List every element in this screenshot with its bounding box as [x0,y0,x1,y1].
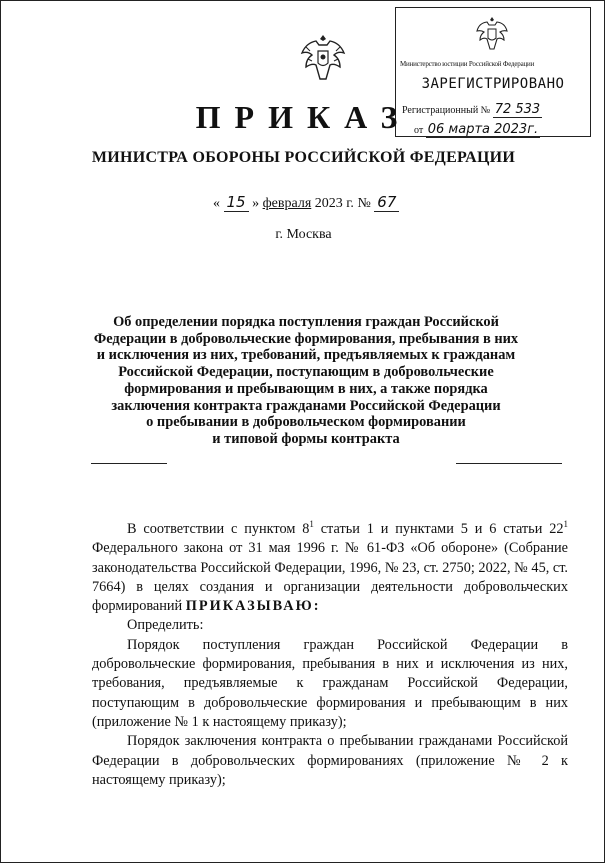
order-body [92,520,568,790]
document-title: ПРИКАЗ [195,99,412,135]
heading-line: и исключения из них, требований, предъявляемых к гражданам [96,347,516,364]
order-number: 67 [374,193,399,212]
heading-rule-right [456,463,562,464]
coat-of-arms-emblem [298,29,348,87]
heading-line: Об определении порядка поступления граждан Российской [113,314,499,330]
body-paragraph-item-2: Порядок заключения контракта о пребывании гражданами Российской Федерации в добровольческих формированиях (приложение № 2 к настоящему приказу); [92,733,568,788]
heading-line: и типовой формы контракта [212,430,400,447]
stamp-emblem-icon [474,14,510,54]
stamp-ministry-line: Министерство юстиции Российской Федерации [400,60,535,68]
stamp-status: ЗАРЕГИСТРИРОВАНО [421,76,565,92]
stamp-date: 06 марта 2023г. [427,122,539,137]
order-month: февраля [262,196,312,211]
stamp-reg-number-line: Регистрационный № 72 533 [402,102,541,117]
order-heading [81,314,531,448]
heading-line: Федерации в добровольческие формирования, пребывания в них [93,330,519,347]
body-paragraph-item-1: Порядок поступления граждан Российской Федерации в добровольческие формирования, пребывания в них и исключения из них, требования, предъявляемые к гражданам Российской Федерации, поступающим в добровольческие формирования и пребывающим в них (приложение № 1 к настоящему приказу); [92,636,568,730]
stamp-reg-number: 72 533 [494,102,541,117]
order-date-line: « 15 » февраля 2023 г. № 67 [213,193,399,212]
heading-line: Российской Федерации, поступающим в добровольческие [118,364,494,381]
body-paragraph-determine: Определить: [127,617,204,634]
document-subtitle: МИНИСТРА ОБОРОНЫ РОССИЙСКОЙ ФЕДЕРАЦИИ [91,149,516,166]
order-verb: ПРИКАЗЫВАЮ: [185,598,321,615]
heading-line: формирования и пребывающим в них, а также порядка [124,380,488,397]
heading-rule-left [91,463,167,464]
stamp-date-line: от 06 марта 2023г. [414,122,539,137]
heading-line: заключения контракта гражданами Российской Федерации [111,397,501,414]
order-year: 2023 г. [314,196,354,211]
order-day: 15 [224,193,249,212]
body-paragraph-preamble: В соответствии с пунктом $8^1$ статьи 1 и пунктами 5 и 6 статьи $22^1$ Федерального закона от 31 мая 1996 г. № 61-ФЗ «Об обороне» (Собрание законодательства Российской Федерации, 1996, № 23, ст. 2750; 2022, № 45, ст. 7664) в целях создания и организации деятельности добровольческих формирований ПРИКАЗЫВАЮ: [92,519,568,615]
order-city: г. Москва [275,227,332,242]
heading-line: о пребывании в добровольческом формировании [146,414,466,431]
